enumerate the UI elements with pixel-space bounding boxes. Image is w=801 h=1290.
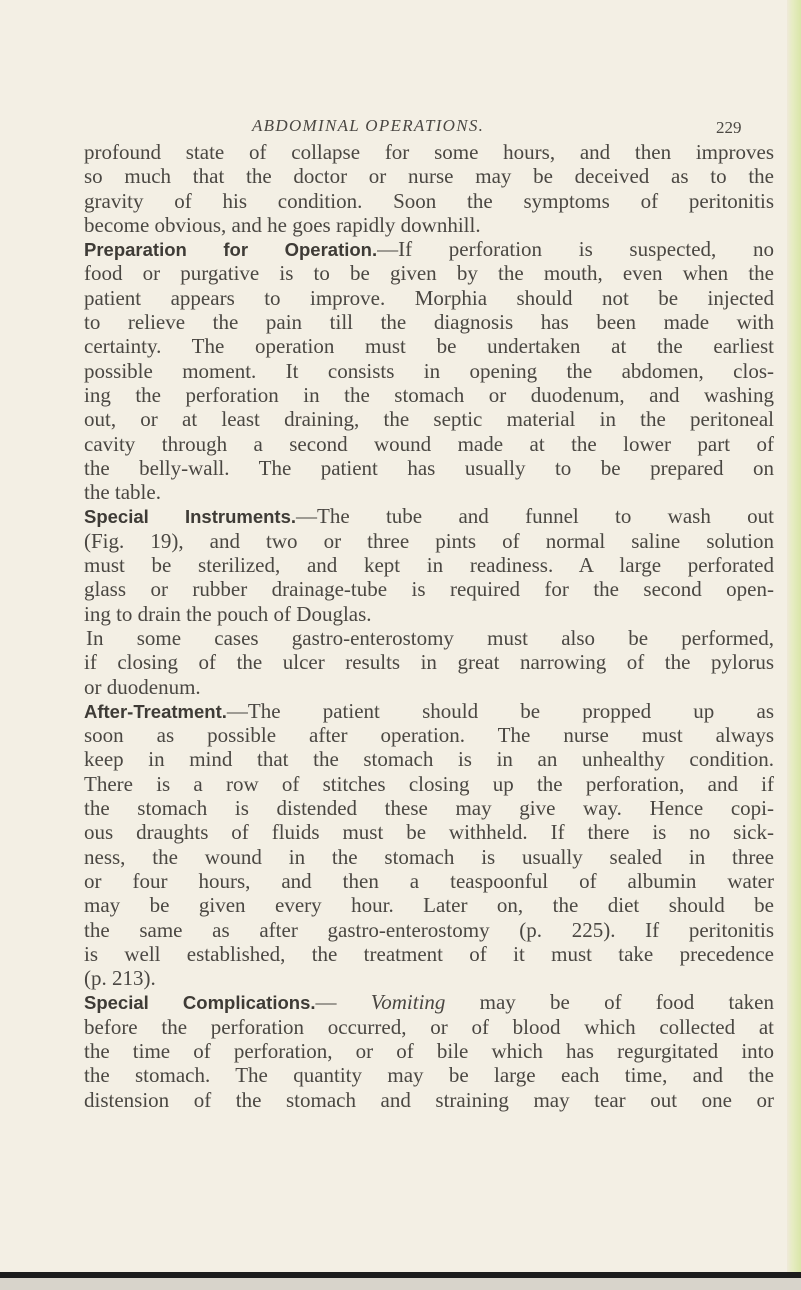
line-text: may be given every hour. Later on, the diet should be xyxy=(84,893,774,918)
line-text: out, or at least draining, the septic material in the peritoneal xyxy=(84,407,774,432)
running-title: ABDOMINAL OPERATIONS. xyxy=(252,116,485,135)
italic-term: Vomiting xyxy=(370,990,446,1015)
line-text: the same as after gastro-enterostomy (p. 225). If peritonitis xyxy=(84,917,774,942)
text-line xyxy=(84,626,774,650)
line-text: soon as possible after operation. The nurse must always xyxy=(84,723,774,748)
line-text: ness, the wound in the stomach is usually sealed in three xyxy=(84,844,774,869)
line-text: so much that the doctor or nurse may be deceived as to the xyxy=(84,164,774,189)
line-text: must be sterilized, and kept in readiness. A large perforated xyxy=(84,553,774,578)
line-text: —If perforation is suspected, no xyxy=(377,237,774,262)
line-text: cavity through a second wound made at the lower part of xyxy=(84,431,774,456)
line-text: —The tube and funnel to wash out xyxy=(296,504,774,529)
body-text xyxy=(84,140,774,1112)
line-text: — xyxy=(315,990,371,1015)
line-text: distension of the stomach and straining may tear out one or xyxy=(84,1087,774,1112)
section-heading: Special Instruments. xyxy=(84,506,297,528)
line-text: profound state of collapse for some hours, and then improves xyxy=(84,140,774,164)
line-text: food or purgative is to be given by the mouth, even when the xyxy=(84,261,774,286)
line-text: There is a row of stitches closing up the perforation, and if xyxy=(84,771,774,796)
line-text: In some cases gastro-enterostomy must also be performed, xyxy=(86,625,774,650)
line-text: before the perforation occurred, or of blood which collected at xyxy=(84,1014,774,1039)
text-line xyxy=(84,845,774,869)
line-text: ing the perforation in the stomach or duodenum, and washing xyxy=(84,382,774,407)
text-line xyxy=(84,553,774,577)
text-line xyxy=(84,480,774,504)
text-line xyxy=(84,1063,774,1087)
text-line xyxy=(84,189,774,213)
section-heading-line xyxy=(84,699,774,723)
text-line xyxy=(84,140,774,164)
text-line xyxy=(84,602,774,626)
text-line xyxy=(84,407,774,431)
section-heading-line xyxy=(84,990,774,1014)
line-text: if closing of the ulcer results in great narrowing of the pylorus xyxy=(84,650,774,675)
line-text: (p. 213). xyxy=(84,966,156,991)
text-line xyxy=(84,310,774,334)
page-edge xyxy=(787,0,801,1275)
line-text: ing to drain the pouch of Douglas. xyxy=(84,601,372,626)
text-line xyxy=(84,1039,774,1063)
section-heading-line xyxy=(84,237,774,261)
line-text: ous draughts of fluids must be withheld. If there is no sick- xyxy=(84,820,774,845)
text-line xyxy=(84,286,774,310)
text-line xyxy=(84,359,774,383)
text-line xyxy=(84,675,774,699)
line-text: the stomach. The quantity may be large each time, and the xyxy=(84,1063,774,1088)
line-text: patient appears to improve. Morphia should not be injected xyxy=(84,285,774,310)
text-line xyxy=(84,918,774,942)
section-heading: Special Complications. xyxy=(84,992,316,1014)
text-line xyxy=(84,772,774,796)
text-line xyxy=(84,869,774,893)
text-line xyxy=(84,1088,774,1112)
text-line xyxy=(84,723,774,747)
line-text: possible moment. It consists in opening the abdomen, clos- xyxy=(84,358,774,383)
section-heading-line xyxy=(84,504,774,528)
line-text: become obvious, and he goes rapidly downhill. xyxy=(84,212,481,237)
text-line xyxy=(84,432,774,456)
line-text: or duodenum. xyxy=(84,674,201,699)
text-line xyxy=(84,747,774,771)
text-line xyxy=(84,650,774,674)
line-text: to relieve the pain till the diagnosis has been made with xyxy=(84,310,774,335)
text-line xyxy=(84,796,774,820)
line-text: or four hours, and then a teaspoonful of albumin water xyxy=(84,868,774,893)
line-text: glass or rubber drainage-tube is required for the second open- xyxy=(84,577,774,602)
line-text: the belly-wall. The patient has usually to be prepared on xyxy=(84,455,774,480)
text-line xyxy=(84,213,774,237)
text-line xyxy=(84,820,774,844)
text-line xyxy=(84,942,774,966)
text-line xyxy=(84,334,774,358)
text-line xyxy=(84,577,774,601)
text-line xyxy=(84,1015,774,1039)
text-line xyxy=(84,456,774,480)
section-heading: Preparation for Operation. xyxy=(84,239,378,261)
text-line xyxy=(84,164,774,188)
line-text: —The patient should be propped up as xyxy=(226,698,774,723)
bottom-shadow xyxy=(0,1278,801,1290)
page-number: 229 xyxy=(716,118,742,137)
line-text: gravity of his condition. Soon the symptoms of peritonitis xyxy=(84,188,774,213)
line-text: certainty. The operation must be undertaken at the earliest xyxy=(84,334,774,359)
line-text: the table. xyxy=(84,480,161,505)
line-text: is well established, the treatment of it must take precedence xyxy=(84,941,774,966)
line-text: the stomach is distended these may give way. Hence copi- xyxy=(84,796,774,821)
text-line xyxy=(84,966,774,990)
text-line xyxy=(84,261,774,285)
running-header xyxy=(0,116,801,142)
text-line xyxy=(84,383,774,407)
line-text: keep in mind that the stomach is in an unhealthy condition. xyxy=(84,747,774,772)
line-text-continued: may be of food taken xyxy=(445,990,774,1015)
text-line xyxy=(84,893,774,917)
text-line xyxy=(84,529,774,553)
line-text: the time of perforation, or of bile which has regurgitated into xyxy=(84,1038,774,1063)
line-text: (Fig. 19), and two or three pints of normal saline solution xyxy=(84,528,774,553)
section-heading: After-Treatment. xyxy=(84,700,227,722)
